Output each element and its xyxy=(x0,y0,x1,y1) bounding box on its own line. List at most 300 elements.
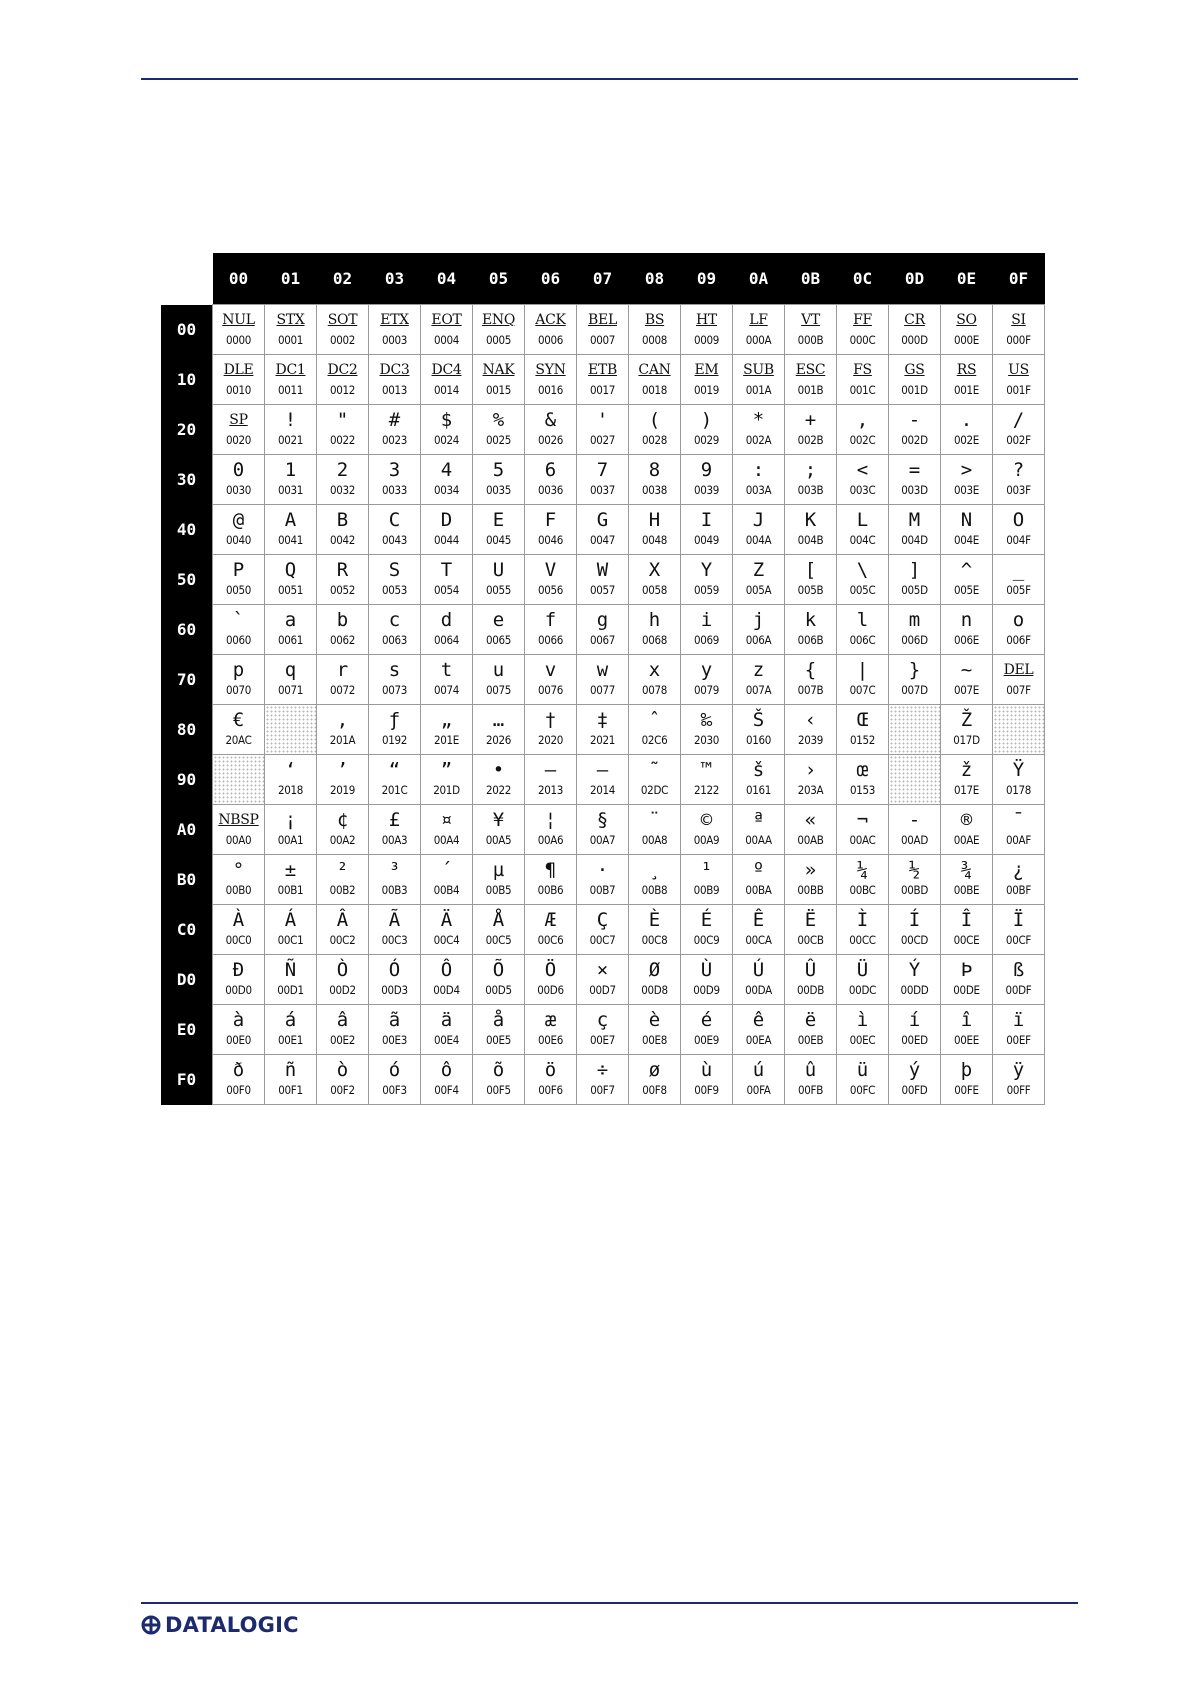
char-cell xyxy=(265,605,317,655)
cell-code: 0054 xyxy=(433,583,460,597)
cell-code: 0005 xyxy=(485,333,512,347)
cell-code: 0034 xyxy=(433,483,460,497)
cell-glyph: † xyxy=(544,709,557,731)
table-row xyxy=(161,305,1045,355)
char-cell xyxy=(629,305,681,355)
cell-code: 00E3 xyxy=(381,1033,408,1047)
char-cell xyxy=(577,905,629,955)
cell-code: 00A9 xyxy=(693,833,720,847)
table-row xyxy=(161,1005,1045,1055)
cell-code: 001B xyxy=(797,383,824,397)
char-cell xyxy=(473,605,525,655)
cell-code: 0046 xyxy=(537,533,564,547)
char-cell xyxy=(317,355,369,405)
cell-glyph: ’ xyxy=(336,759,349,781)
char-cell xyxy=(629,355,681,405)
cell-code: 0038 xyxy=(641,483,668,497)
cell-glyph: SUB xyxy=(743,362,774,378)
cell-code: 00BE xyxy=(953,883,980,897)
empty-cell xyxy=(213,755,265,805)
cell-code: 20AC xyxy=(225,733,252,747)
cell-glyph: » xyxy=(804,859,817,881)
cell-code: 00EE xyxy=(953,1033,980,1047)
cell-code: 0067 xyxy=(589,633,616,647)
char-cell xyxy=(369,605,421,655)
cell-glyph: { xyxy=(804,659,817,681)
cell-code: 00D0 xyxy=(225,983,252,997)
cell-code: 0002 xyxy=(329,333,356,347)
cell-glyph: Ý xyxy=(908,959,921,981)
cell-code: 0025 xyxy=(485,433,512,447)
cell-glyph: X xyxy=(648,559,661,581)
cell-code: 001E xyxy=(953,383,980,397)
cell-code: 00F1 xyxy=(278,1083,303,1097)
cell-code: 006F xyxy=(1006,633,1031,647)
char-cell xyxy=(473,805,525,855)
cell-glyph: È xyxy=(648,909,661,931)
char-cell xyxy=(629,705,681,755)
empty-cell xyxy=(265,705,317,755)
char-cell xyxy=(941,655,993,705)
char-cell xyxy=(525,455,577,505)
cell-glyph: W xyxy=(596,559,609,581)
char-cell xyxy=(577,805,629,855)
cell-code: 00B0 xyxy=(225,883,252,897)
cell-glyph: • xyxy=(492,759,505,781)
char-cell xyxy=(993,1055,1045,1105)
cell-code: 002B xyxy=(797,433,824,447)
cell-glyph: ó xyxy=(388,1059,401,1081)
char-cell xyxy=(889,1055,941,1105)
cell-code: 0031 xyxy=(277,483,304,497)
cell-code: 00F9 xyxy=(694,1083,719,1097)
cell-glyph: L xyxy=(856,509,869,531)
cell-glyph: H xyxy=(648,509,661,531)
char-cell xyxy=(265,655,317,705)
cell-code: 0062 xyxy=(329,633,356,647)
char-cell xyxy=(681,405,733,455)
char-cell xyxy=(681,655,733,705)
char-cell xyxy=(525,1005,577,1055)
char-cell xyxy=(317,905,369,955)
row-header: 60 xyxy=(161,605,213,655)
cell-code: 0053 xyxy=(381,583,408,597)
cell-code: 0009 xyxy=(693,333,720,347)
cell-glyph: ¸ xyxy=(648,859,661,881)
cell-code: 00A0 xyxy=(225,833,252,847)
cell-glyph: : xyxy=(752,459,765,481)
cell-code: 005B xyxy=(797,583,824,597)
cell-code: 0032 xyxy=(329,483,356,497)
cell-glyph: Ã xyxy=(388,909,401,931)
cell-code: 2039 xyxy=(797,733,824,747)
cell-glyph: å xyxy=(492,1009,505,1031)
cell-glyph: c xyxy=(388,609,401,631)
column-header: 03 xyxy=(369,253,421,305)
cell-glyph: Ù xyxy=(700,959,713,981)
cell-code: 0040 xyxy=(225,533,252,547)
cell-glyph: } xyxy=(908,659,921,681)
cell-code: 00D2 xyxy=(329,983,356,997)
char-cell xyxy=(681,1005,733,1055)
cell-glyph: N xyxy=(960,509,973,531)
char-cell xyxy=(473,705,525,755)
cell-code: 0015 xyxy=(485,383,512,397)
cell-code: 00CF xyxy=(1005,933,1032,947)
cell-glyph: | xyxy=(856,659,869,681)
row-header: 00 xyxy=(161,305,213,355)
cell-glyph: 7 xyxy=(596,459,609,481)
char-cell xyxy=(369,405,421,455)
cell-glyph: ¼ xyxy=(856,859,869,881)
cell-code: 006A xyxy=(745,633,772,647)
cell-code: 0021 xyxy=(277,433,304,447)
char-cell xyxy=(837,605,889,655)
cell-glyph: Ú xyxy=(752,959,765,981)
char-cell xyxy=(785,555,837,605)
char-cell xyxy=(889,555,941,605)
cell-code: 0161 xyxy=(745,783,772,797)
cell-code: 00F2 xyxy=(330,1083,355,1097)
char-cell xyxy=(577,505,629,555)
char-cell xyxy=(265,805,317,855)
cell-code: 0072 xyxy=(329,683,356,697)
cell-glyph: Y xyxy=(700,559,713,581)
cell-glyph: ¾ xyxy=(960,859,973,881)
cell-code: 0068 xyxy=(641,633,668,647)
cell-code: 003A xyxy=(745,483,772,497)
char-cell xyxy=(213,1005,265,1055)
cell-code: 00B1 xyxy=(277,883,304,897)
char-cell xyxy=(785,355,837,405)
cell-glyph: ‡ xyxy=(596,709,609,731)
char-cell xyxy=(525,655,577,705)
cell-glyph: DC4 xyxy=(431,362,462,378)
char-cell xyxy=(785,305,837,355)
char-cell xyxy=(941,305,993,355)
cell-code: 00DC xyxy=(848,983,877,997)
cell-code: 004F xyxy=(1006,533,1031,547)
cell-code: 00A4 xyxy=(433,833,460,847)
cell-glyph: BS xyxy=(644,312,665,328)
cell-glyph: 6 xyxy=(544,459,557,481)
char-cell xyxy=(837,805,889,855)
cell-code: 00B3 xyxy=(381,883,408,897)
char-cell xyxy=(993,605,1045,655)
char-cell xyxy=(421,705,473,755)
char-cell xyxy=(733,1055,785,1105)
cell-glyph: Z xyxy=(752,559,765,581)
cell-glyph: M xyxy=(908,509,921,531)
cell-glyph: ENQ xyxy=(481,312,516,328)
cell-code: 002F xyxy=(1006,433,1031,447)
char-cell xyxy=(681,705,733,755)
char-cell xyxy=(993,455,1045,505)
cell-code: 00E4 xyxy=(433,1033,460,1047)
cell-code: 00D8 xyxy=(641,983,668,997)
cell-code: 0000 xyxy=(225,333,252,347)
char-cell xyxy=(889,955,941,1005)
char-cell xyxy=(733,805,785,855)
table-row xyxy=(161,955,1045,1005)
char-cell xyxy=(889,655,941,705)
cell-glyph: ˆ xyxy=(648,709,661,731)
cell-code: 00DA xyxy=(745,983,772,997)
char-cell xyxy=(993,505,1045,555)
cell-code: 00A2 xyxy=(329,833,356,847)
column-header: 0D xyxy=(889,253,941,305)
column-header: 0F xyxy=(993,253,1045,305)
cell-code: 00D6 xyxy=(537,983,564,997)
char-cell xyxy=(629,405,681,455)
cell-code: 00A3 xyxy=(381,833,408,847)
cell-glyph: ETX xyxy=(380,312,409,328)
cell-glyph: Þ xyxy=(960,959,973,981)
column-header: 0B xyxy=(785,253,837,305)
cell-code: 007A xyxy=(745,683,772,697)
cell-code: 00B7 xyxy=(589,883,616,897)
cell-glyph: ¶ xyxy=(544,859,557,881)
char-cell xyxy=(473,905,525,955)
cell-glyph: k xyxy=(804,609,817,631)
cell-glyph: … xyxy=(492,709,505,731)
cell-glyph: ¦ xyxy=(544,809,557,831)
char-cell xyxy=(577,655,629,705)
char-cell xyxy=(213,305,265,355)
char-cell xyxy=(629,755,681,805)
cell-code: 203A xyxy=(797,783,824,797)
cell-glyph: O xyxy=(1012,509,1025,531)
char-cell xyxy=(681,455,733,505)
cell-glyph: ä xyxy=(440,1009,453,1031)
empty-cell xyxy=(889,755,941,805)
char-cell xyxy=(473,855,525,905)
cell-glyph: · xyxy=(596,859,609,881)
cell-code: 0001 xyxy=(277,333,304,347)
cell-code: 0050 xyxy=(225,583,252,597)
char-cell xyxy=(837,1055,889,1105)
cell-glyph: i xyxy=(700,609,713,631)
char-cell xyxy=(837,455,889,505)
cell-glyph: DLE xyxy=(223,362,254,378)
char-cell xyxy=(473,505,525,555)
char-cell xyxy=(577,1005,629,1055)
cell-code: 0153 xyxy=(849,783,876,797)
cell-glyph: % xyxy=(492,409,505,431)
cell-glyph: ¢ xyxy=(336,809,349,831)
table-row xyxy=(161,1055,1045,1105)
cell-code: 00BB xyxy=(797,883,824,897)
char-cell xyxy=(681,355,733,405)
cell-glyph: Ô xyxy=(440,959,453,981)
cell-glyph: > xyxy=(960,459,973,481)
cell-glyph: æ xyxy=(544,1009,557,1031)
cell-code: 005E xyxy=(953,583,980,597)
cell-code: 00B9 xyxy=(693,883,720,897)
cell-glyph: ^ xyxy=(960,559,973,581)
cell-glyph: R xyxy=(336,559,349,581)
char-cell xyxy=(525,955,577,1005)
cell-code: 201C xyxy=(381,783,408,797)
char-cell xyxy=(577,305,629,355)
char-cell xyxy=(889,505,941,555)
cell-glyph: à xyxy=(232,1009,245,1031)
cell-code: 002D xyxy=(901,433,928,447)
cell-glyph: E xyxy=(492,509,505,531)
cell-glyph: º xyxy=(752,859,765,881)
cell-glyph: ÿ xyxy=(1012,1059,1025,1081)
cell-code: 0061 xyxy=(277,633,304,647)
cell-code: 002E xyxy=(953,433,980,447)
char-cell xyxy=(941,905,993,955)
char-cell xyxy=(785,655,837,705)
char-cell xyxy=(785,1055,837,1105)
cell-glyph: ' xyxy=(596,409,609,431)
char-cell xyxy=(785,905,837,955)
char-cell xyxy=(889,405,941,455)
char-cell xyxy=(577,955,629,1005)
char-cell xyxy=(525,305,577,355)
cell-glyph: _ xyxy=(1012,559,1025,581)
cell-glyph: NAK xyxy=(482,362,515,378)
cell-glyph: Š xyxy=(752,709,765,731)
cell-glyph: ˜ xyxy=(648,759,661,781)
cell-code: 0060 xyxy=(225,633,252,647)
cell-glyph: ª xyxy=(752,809,765,831)
cell-code: 0160 xyxy=(745,733,772,747)
cell-glyph: g xyxy=(596,609,609,631)
table-row xyxy=(161,655,1045,705)
char-cell xyxy=(577,355,629,405)
cell-code: 2018 xyxy=(277,783,304,797)
cell-glyph: ¡ xyxy=(284,809,297,831)
cell-glyph: u xyxy=(492,659,505,681)
char-cell xyxy=(213,505,265,555)
cell-code: 0059 xyxy=(693,583,720,597)
cell-glyph: Ö xyxy=(544,959,557,981)
cell-code: 003F xyxy=(1006,483,1031,497)
cell-glyph: ž xyxy=(960,759,973,781)
char-cell xyxy=(525,1055,577,1105)
cell-glyph: ã xyxy=(388,1009,401,1031)
cell-glyph: f xyxy=(544,609,557,631)
cell-glyph: × xyxy=(596,959,609,981)
cell-code: 00E7 xyxy=(589,1033,616,1047)
char-cell xyxy=(213,855,265,905)
cell-glyph: ~ xyxy=(960,659,973,681)
cell-glyph: Ê xyxy=(752,909,765,931)
cell-glyph: + xyxy=(804,409,817,431)
cell-glyph: ` xyxy=(232,609,245,631)
row-header: 70 xyxy=(161,655,213,705)
cell-code: 2019 xyxy=(329,783,356,797)
char-cell xyxy=(889,455,941,505)
char-cell xyxy=(993,855,1045,905)
cell-glyph: DC1 xyxy=(275,362,306,378)
char-cell xyxy=(265,1005,317,1055)
cell-code: 00C2 xyxy=(329,933,356,947)
char-cell xyxy=(733,1005,785,1055)
char-cell xyxy=(889,855,941,905)
cell-glyph: NBSP xyxy=(218,812,259,828)
cell-glyph: ‹ xyxy=(804,709,817,731)
row-header: C0 xyxy=(161,905,213,955)
cell-glyph: ² xyxy=(336,859,349,881)
char-cell xyxy=(369,355,421,405)
cell-code: 00C4 xyxy=(433,933,460,947)
cell-code: 00FB xyxy=(797,1083,823,1097)
cell-glyph: ß xyxy=(1012,959,1025,981)
char-cell xyxy=(213,555,265,605)
cell-glyph: ACK xyxy=(535,312,566,328)
char-cell xyxy=(473,555,525,605)
char-cell xyxy=(785,605,837,655)
char-cell xyxy=(421,405,473,455)
cell-code: 2022 xyxy=(485,783,512,797)
char-cell xyxy=(369,705,421,755)
cell-code: 00EC xyxy=(849,1033,876,1047)
row-header: 10 xyxy=(161,355,213,405)
cell-glyph: ESC xyxy=(795,362,826,378)
cell-code: 0051 xyxy=(277,583,304,597)
cell-glyph: “ xyxy=(388,759,401,781)
cell-code: 00F3 xyxy=(382,1083,407,1097)
char-cell xyxy=(837,905,889,955)
cell-code: 000B xyxy=(797,333,824,347)
cell-code: 0073 xyxy=(381,683,408,697)
cell-code: 00FD xyxy=(901,1083,928,1097)
cell-glyph: @ xyxy=(232,509,245,531)
cell-glyph: Û xyxy=(804,959,817,981)
char-cell xyxy=(525,405,577,455)
cell-glyph: [ xyxy=(804,559,817,581)
char-cell xyxy=(265,855,317,905)
cell-glyph: ì xyxy=(856,1009,869,1031)
row-header: E0 xyxy=(161,1005,213,1055)
cell-code: 00F8 xyxy=(642,1083,667,1097)
cell-glyph: ö xyxy=(544,1059,557,1081)
cell-code: 00E9 xyxy=(693,1033,720,1047)
char-cell xyxy=(889,905,941,955)
cell-code: 0078 xyxy=(641,683,668,697)
char-cell xyxy=(577,455,629,505)
cell-code: 00F7 xyxy=(590,1083,615,1097)
cell-glyph: ñ xyxy=(284,1059,297,1081)
cell-code: 003D xyxy=(901,483,928,497)
cell-glyph: DEL xyxy=(1003,662,1034,678)
cell-code: 007E xyxy=(953,683,980,697)
char-cell xyxy=(941,805,993,855)
cell-glyph: h xyxy=(648,609,661,631)
cell-code: 2021 xyxy=(589,733,616,747)
cell-glyph: ³ xyxy=(388,859,401,881)
char-cell xyxy=(369,655,421,705)
cell-code: 00FE xyxy=(954,1083,979,1097)
char-cell xyxy=(525,905,577,955)
cell-code: 005A xyxy=(745,583,772,597)
cell-glyph: ´ xyxy=(440,859,453,881)
cell-code: 0044 xyxy=(433,533,460,547)
cell-code: 0030 xyxy=(225,483,252,497)
cell-glyph: B xyxy=(336,509,349,531)
char-cell xyxy=(733,305,785,355)
cell-code: 004D xyxy=(901,533,928,547)
cell-glyph: l xyxy=(856,609,869,631)
char-cell xyxy=(265,905,317,955)
char-cell xyxy=(317,755,369,805)
char-cell xyxy=(837,1005,889,1055)
cell-glyph: ) xyxy=(700,409,713,431)
